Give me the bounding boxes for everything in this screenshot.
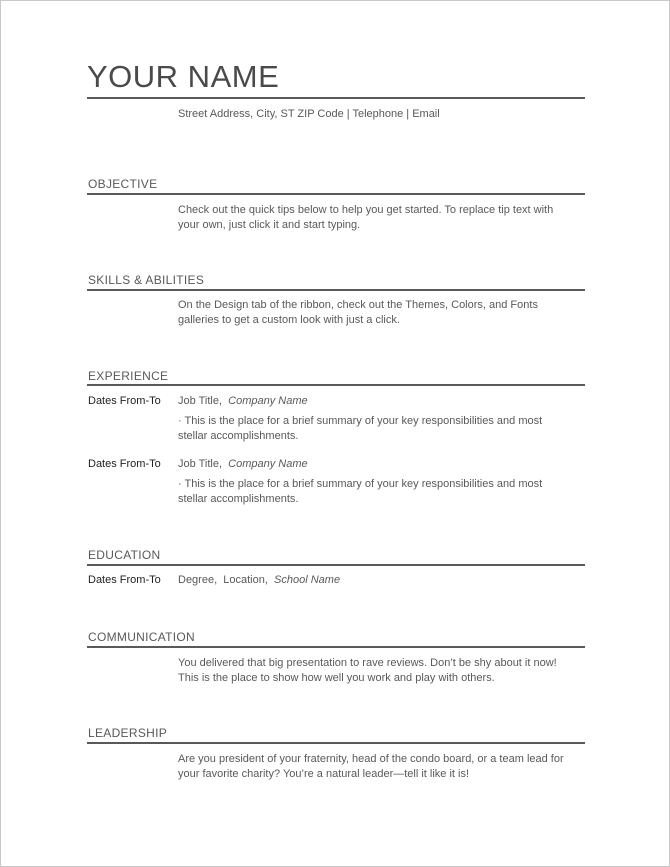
experience-2-summary[interactable]: · This is the place for a brief summary of your key responsibilities and most stellar accomplishments.: [178, 478, 543, 505]
objective-text[interactable]: Check out the quick tips below to help you get started. To replace tip text with your own, just click it and start typing.: [178, 204, 554, 231]
communication-divider: [87, 646, 585, 648]
experience-1-job[interactable]: [178, 395, 308, 407]
education-divider: [87, 564, 585, 566]
communication-text[interactable]: You delivered that big presentation to rave reviews. Don’t be shy about it now! This is the place to show how well you work and play with others.: [178, 657, 557, 684]
education-details[interactable]: [178, 574, 340, 586]
objective-divider: [87, 193, 585, 195]
experience-heading[interactable]: EXPERIENCE: [88, 369, 169, 383]
education-school: School Name: [274, 574, 341, 586]
experience-1-summary[interactable]: · This is the place for a brief summary of your key responsibilities and most stellar accomplishments.: [178, 415, 543, 442]
experience-1-job-title: Job Title,: [178, 395, 223, 407]
experience-2-job-title: Job Title,: [178, 458, 223, 470]
education-dates[interactable]: Dates From-To: [88, 574, 161, 586]
education-location: Location,: [223, 574, 268, 586]
experience-1-company: Company Name: [228, 395, 308, 407]
contact-info[interactable]: Street Address, City, ST ZIP Code | Telephone | Email: [178, 108, 440, 120]
resume-name[interactable]: YOUR NAME: [87, 59, 280, 94]
header-divider: [87, 97, 585, 99]
education-heading[interactable]: EDUCATION: [88, 548, 161, 562]
leadership-heading[interactable]: LEADERSHIP: [88, 726, 168, 740]
leadership-divider: [87, 742, 585, 744]
experience-2-company: Company Name: [228, 458, 308, 470]
experience-divider: [87, 384, 585, 386]
education-degree: Degree,: [178, 574, 218, 586]
experience-2-job[interactable]: [178, 458, 308, 470]
skills-heading[interactable]: SKILLS & ABILITIES: [88, 273, 205, 287]
communication-heading[interactable]: COMMUNICATION: [88, 630, 196, 644]
skills-text[interactable]: On the Design tab of the ribbon, check out the Themes, Colors, and Fonts galleries to get a custom look with just a click.: [178, 299, 538, 326]
experience-1-dates[interactable]: Dates From-To: [88, 395, 161, 407]
experience-2-dates[interactable]: Dates From-To: [88, 458, 161, 470]
leadership-text[interactable]: Are you president of your fraternity, head of the condo board, or a team lead for your favorite charity? You’re a natural leader—tell it like it is!: [178, 753, 564, 780]
skills-divider: [87, 289, 585, 291]
objective-heading[interactable]: OBJECTIVE: [88, 177, 158, 191]
